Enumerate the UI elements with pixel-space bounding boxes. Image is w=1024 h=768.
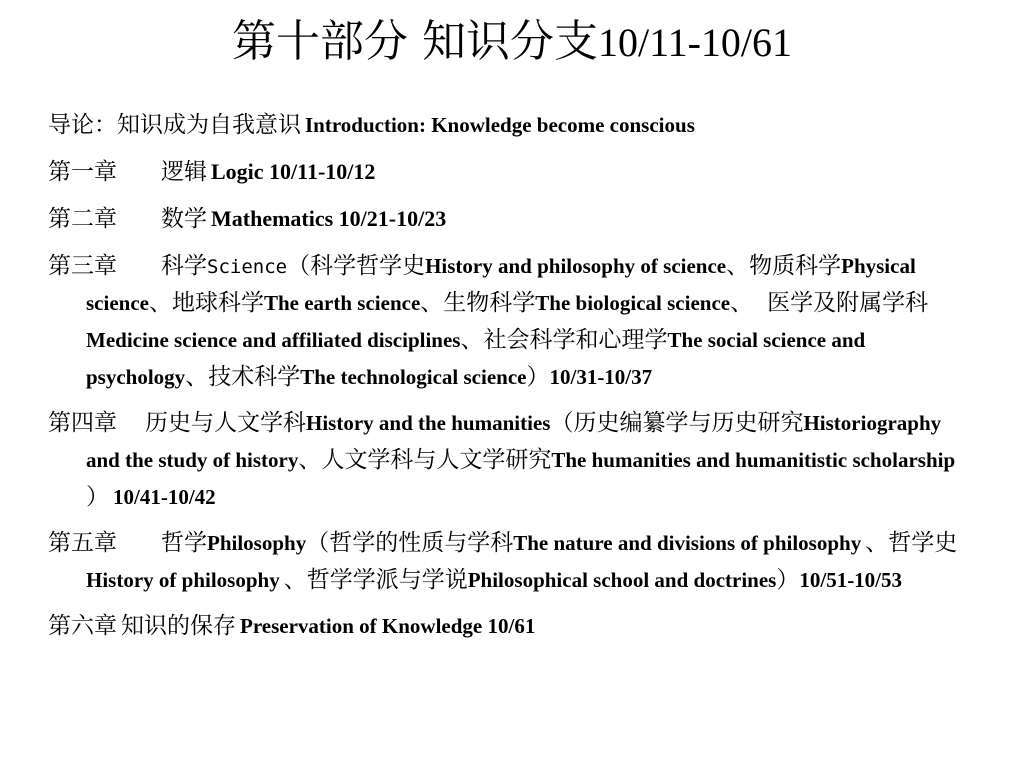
separator: 、	[148, 290, 172, 316]
separator: 、	[283, 567, 307, 593]
outline-item-chapter-4	[48, 406, 974, 517]
chapter-4-part-1-en: Historiography and the study of history	[86, 411, 942, 472]
chapter-5-part-3-cn: 哲学学派与学说	[306, 567, 468, 593]
separator: 、	[420, 290, 444, 316]
chapter-6-title-en: Preservation of Knowledge 10/61	[240, 614, 536, 638]
chapter-3-title-en: Science	[207, 256, 288, 278]
chapter-5-title-en: Philosophy	[207, 531, 307, 555]
chapter-1-title-cn: 逻辑	[161, 159, 207, 185]
separator: 、	[185, 364, 209, 390]
title-number: 10/11-10/61	[597, 20, 793, 65]
chapter-6-title-cn: 知识的保存	[121, 613, 236, 639]
outline-item-chapter-3	[48, 249, 974, 397]
chapter-4-title-cn: 历史与人文学科	[145, 410, 306, 436]
chapter-6-label: 第六章	[48, 613, 117, 639]
chapter-3-part-2-cn: 地球科学	[171, 290, 264, 316]
chapter-5-close-paren: ）	[776, 567, 800, 593]
chapter-3-part-6-cn: 技术科学	[208, 364, 301, 390]
chapter-3-part-3-en: The biological science	[535, 291, 731, 315]
chapter-3-label: 第三章	[48, 253, 117, 279]
outline-item-intro	[48, 108, 974, 145]
chapter-3-part-1-cn: 物质科学	[749, 253, 842, 279]
chapter-4-part-2-en: The humanities and humanitistic scholarship	[551, 448, 956, 472]
chapter-4-close-paren: ）	[86, 484, 109, 510]
chapter-5-label: 第五章	[48, 530, 117, 556]
chapter-3-part-5-cn: 社会科学和心理学	[483, 327, 668, 353]
chapter-4-part-2-cn: 人文学科与人文学研究	[321, 447, 552, 473]
chapter-1-title-en: Logic 10/11-10/12	[211, 159, 376, 184]
slide-title	[0, 16, 1024, 67]
separator: 、	[298, 447, 322, 473]
outline-item-chapter-5	[48, 526, 974, 600]
chapter-3-title-cn: 科学	[161, 253, 207, 279]
chapter-3-part-6-en: The technological science	[300, 365, 527, 389]
chapter-3-part-5-en: The social science and psychology	[86, 328, 866, 389]
chapter-2-title-cn: 数学	[161, 206, 207, 232]
separator: 、	[460, 327, 484, 353]
chapter-4-range: 10/41-10/42	[113, 485, 216, 509]
title-chinese: 第十部分 知识分支	[231, 16, 598, 67]
chapter-4-title-en: History and the humanities	[306, 411, 551, 435]
chapter-3-range: 10/31-10/37	[549, 365, 653, 389]
intro-title-en: Introduction: Knowledge become conscious	[305, 113, 695, 137]
chapter-4-label: 第四章	[48, 410, 117, 436]
chapter-3-part-2-en: The earth science	[263, 291, 421, 315]
chapter-5-range: 10/51-10/53	[799, 568, 903, 592]
chapter-4-paren-cn: （历史编纂学与历史研究	[550, 410, 804, 436]
separator: 、	[865, 530, 889, 556]
chapter-5-part-1-en: The nature and divisions of philosophy	[513, 531, 862, 555]
outline-item-chapter-1	[48, 155, 974, 192]
intro-title-cn: 知识成为自我意识	[117, 112, 301, 138]
chapter-3-paren-en: History and philosophy of science	[425, 254, 727, 278]
chapter-3-part-4-cn: 医学及附属学科	[767, 290, 929, 316]
chapter-5-part-2-cn: 哲学史	[888, 530, 958, 556]
chapter-3-part-1-en: Physical science	[86, 254, 916, 315]
chapter-3-paren-cn: （科学哲学史	[287, 253, 426, 279]
outline-item-chapter-6	[48, 609, 974, 646]
chapter-5-title-cn: 哲学	[161, 530, 207, 556]
chapter-5-part-3-en: Philosophical school and doctrines	[467, 568, 777, 592]
outline-item-chapter-2	[48, 202, 974, 239]
chapter-5-part-2-en: History of philosophy	[86, 568, 280, 592]
intro-label: 导论：	[48, 112, 117, 138]
chapter-5-paren-cn: （哲学的性质与学科	[306, 530, 514, 556]
chapter-1-label: 第一章	[48, 159, 117, 185]
chapter-3-part-3-cn: 生物科学	[443, 290, 536, 316]
chapter-2-title-en: Mathematics 10/21-10/23	[211, 206, 447, 231]
separator: 、	[730, 290, 754, 316]
chapter-2-label: 第二章	[48, 206, 117, 232]
chapter-3-part-4-en: Medicine science and affiliated disciplines	[86, 328, 461, 352]
chapter-3-close-paren: ）	[526, 364, 550, 390]
separator: 、	[726, 253, 750, 279]
outline-list	[48, 108, 974, 646]
